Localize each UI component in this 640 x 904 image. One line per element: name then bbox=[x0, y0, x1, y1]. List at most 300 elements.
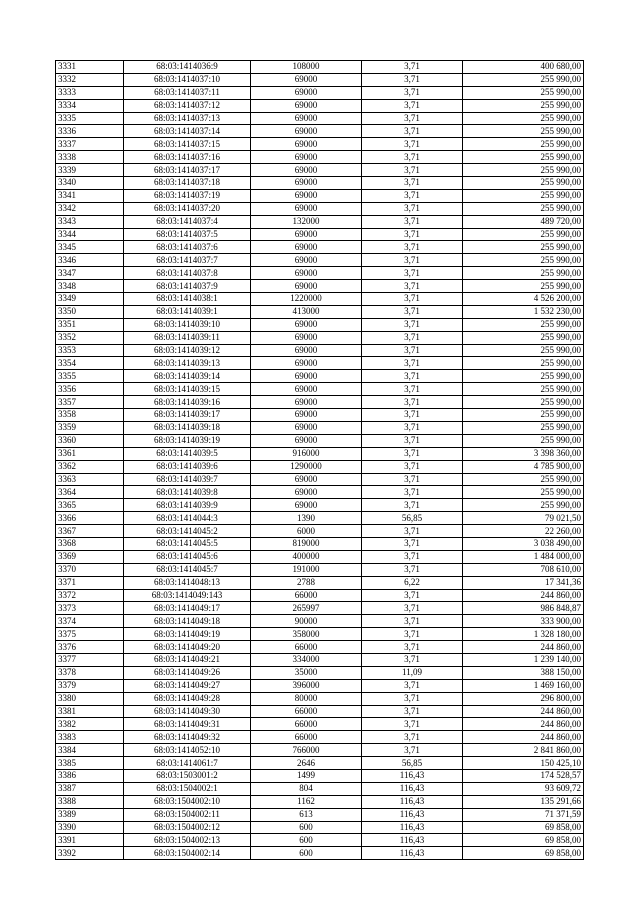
cadastral-number-cell: 68:03:1414037:12 bbox=[124, 99, 251, 112]
rate-cell: 3,71 bbox=[362, 602, 463, 615]
cadastral-number-cell: 68:03:1414038:1 bbox=[124, 293, 251, 306]
row-number-cell: 3390 bbox=[56, 821, 124, 834]
cadastral-number-cell: 68:03:1414045:7 bbox=[124, 563, 251, 576]
table-row bbox=[56, 550, 584, 563]
cadastral-number-cell: 68:03:1414037:4 bbox=[124, 215, 251, 228]
table-row bbox=[56, 164, 584, 177]
amount-cell: 4 526 200,00 bbox=[463, 293, 584, 306]
amount-cell: 3 038 490,00 bbox=[463, 537, 584, 550]
area-cell: 66000 bbox=[251, 718, 362, 731]
row-number-cell: 3354 bbox=[56, 357, 124, 370]
area-cell: 69000 bbox=[251, 434, 362, 447]
rate-cell: 3,71 bbox=[362, 447, 463, 460]
cadastral-number-cell: 68:03:1414039:14 bbox=[124, 370, 251, 383]
table-row bbox=[56, 189, 584, 202]
rate-cell: 3,71 bbox=[362, 421, 463, 434]
table-row bbox=[56, 344, 584, 357]
cadastral-number-cell: 68:03:1414045:6 bbox=[124, 550, 251, 563]
row-number-cell: 3386 bbox=[56, 769, 124, 782]
amount-cell: 708 610,00 bbox=[463, 563, 584, 576]
amount-cell: 244 860,00 bbox=[463, 705, 584, 718]
table-row bbox=[56, 305, 584, 318]
rate-cell: 11,09 bbox=[362, 666, 463, 679]
table-row bbox=[56, 151, 584, 164]
area-cell: 69000 bbox=[251, 280, 362, 293]
row-number-cell: 3361 bbox=[56, 447, 124, 460]
amount-cell: 255 990,00 bbox=[463, 164, 584, 177]
table-row bbox=[56, 679, 584, 692]
area-cell: 66000 bbox=[251, 589, 362, 602]
rate-cell: 3,71 bbox=[362, 125, 463, 138]
amount-cell: 71 371,59 bbox=[463, 808, 584, 821]
cadastral-number-cell: 68:03:1414039:15 bbox=[124, 383, 251, 396]
amount-cell: 255 990,00 bbox=[463, 280, 584, 293]
amount-cell: 388 150,00 bbox=[463, 666, 584, 679]
cadastral-number-cell: 68:03:1414037:18 bbox=[124, 177, 251, 190]
area-cell: 69000 bbox=[251, 151, 362, 164]
cadastral-number-cell: 68:03:1504002:14 bbox=[124, 847, 251, 860]
amount-cell: 244 860,00 bbox=[463, 731, 584, 744]
cadastral-number-cell: 68:03:1414039:9 bbox=[124, 499, 251, 512]
row-number-cell: 3347 bbox=[56, 267, 124, 280]
table-row bbox=[56, 537, 584, 550]
table-row bbox=[56, 834, 584, 847]
area-cell: 69000 bbox=[251, 164, 362, 177]
row-number-cell: 3385 bbox=[56, 757, 124, 770]
row-number-cell: 3387 bbox=[56, 782, 124, 795]
row-number-cell: 3344 bbox=[56, 228, 124, 241]
cadastral-number-cell: 68:03:1414039:5 bbox=[124, 447, 251, 460]
area-cell: 1290000 bbox=[251, 460, 362, 473]
cadastral-number-cell: 68:03:1414049:17 bbox=[124, 602, 251, 615]
amount-cell: 22 260,00 bbox=[463, 525, 584, 538]
table-row bbox=[56, 202, 584, 215]
rate-cell: 3,71 bbox=[362, 525, 463, 538]
rate-cell: 3,71 bbox=[362, 537, 463, 550]
amount-cell: 255 990,00 bbox=[463, 499, 584, 512]
table-row bbox=[56, 357, 584, 370]
cadastral-number-cell: 68:03:1414045:2 bbox=[124, 525, 251, 538]
cadastral-number-cell: 68:03:1414039:16 bbox=[124, 396, 251, 409]
rate-cell: 56,85 bbox=[362, 512, 463, 525]
row-number-cell: 3373 bbox=[56, 602, 124, 615]
amount-cell: 255 990,00 bbox=[463, 267, 584, 280]
rate-cell: 3,71 bbox=[362, 499, 463, 512]
table-row bbox=[56, 653, 584, 666]
rate-cell: 3,71 bbox=[362, 138, 463, 151]
table-row bbox=[56, 73, 584, 86]
table-row bbox=[56, 267, 584, 280]
row-number-cell: 3389 bbox=[56, 808, 124, 821]
amount-cell: 255 990,00 bbox=[463, 177, 584, 190]
area-cell: 80000 bbox=[251, 692, 362, 705]
cadastral-number-cell: 68:03:1414049:32 bbox=[124, 731, 251, 744]
area-cell: 69000 bbox=[251, 357, 362, 370]
cadastral-number-cell: 68:03:1504002:11 bbox=[124, 808, 251, 821]
area-cell: 66000 bbox=[251, 705, 362, 718]
rate-cell: 116,43 bbox=[362, 769, 463, 782]
rate-cell: 3,71 bbox=[362, 460, 463, 473]
table-row bbox=[56, 563, 584, 576]
row-number-cell: 3374 bbox=[56, 615, 124, 628]
amount-cell: 69 858,00 bbox=[463, 834, 584, 847]
data-table bbox=[55, 60, 584, 860]
area-cell: 69000 bbox=[251, 189, 362, 202]
row-number-cell: 3379 bbox=[56, 679, 124, 692]
rate-cell: 3,71 bbox=[362, 653, 463, 666]
row-number-cell: 3342 bbox=[56, 202, 124, 215]
amount-cell: 255 990,00 bbox=[463, 73, 584, 86]
table-row bbox=[56, 447, 584, 460]
rate-cell: 3,71 bbox=[362, 563, 463, 576]
rate-cell: 3,71 bbox=[362, 73, 463, 86]
cadastral-number-cell: 68:03:1414044:3 bbox=[124, 512, 251, 525]
rate-cell: 3,71 bbox=[362, 731, 463, 744]
rate-cell: 6,22 bbox=[362, 576, 463, 589]
row-number-cell: 3350 bbox=[56, 305, 124, 318]
area-cell: 766000 bbox=[251, 744, 362, 757]
area-cell: 69000 bbox=[251, 254, 362, 267]
amount-cell: 255 990,00 bbox=[463, 125, 584, 138]
area-cell: 69000 bbox=[251, 409, 362, 422]
rate-cell: 3,71 bbox=[362, 473, 463, 486]
area-cell: 1390 bbox=[251, 512, 362, 525]
cadastral-number-cell: 68:03:1414039:19 bbox=[124, 434, 251, 447]
area-cell: 600 bbox=[251, 847, 362, 860]
table-row bbox=[56, 409, 584, 422]
area-cell: 69000 bbox=[251, 396, 362, 409]
rate-cell: 3,71 bbox=[362, 164, 463, 177]
rate-cell: 116,43 bbox=[362, 821, 463, 834]
cadastral-number-cell: 68:03:1414037:20 bbox=[124, 202, 251, 215]
row-number-cell: 3358 bbox=[56, 409, 124, 422]
table-row bbox=[56, 241, 584, 254]
area-cell: 69000 bbox=[251, 331, 362, 344]
amount-cell: 255 990,00 bbox=[463, 409, 584, 422]
table-row bbox=[56, 641, 584, 654]
cadastral-number-cell: 68:03:1414037:14 bbox=[124, 125, 251, 138]
table-row bbox=[56, 99, 584, 112]
row-number-cell: 3333 bbox=[56, 86, 124, 99]
table-row bbox=[56, 692, 584, 705]
row-number-cell: 3378 bbox=[56, 666, 124, 679]
area-cell: 6000 bbox=[251, 525, 362, 538]
area-cell: 1220000 bbox=[251, 293, 362, 306]
row-number-cell: 3357 bbox=[56, 396, 124, 409]
amount-cell: 135 291,66 bbox=[463, 795, 584, 808]
rate-cell: 3,71 bbox=[362, 331, 463, 344]
rate-cell: 3,71 bbox=[362, 409, 463, 422]
table-row bbox=[56, 705, 584, 718]
cadastral-number-cell: 68:03:1414049:27 bbox=[124, 679, 251, 692]
row-number-cell: 3337 bbox=[56, 138, 124, 151]
amount-cell: 93 609,72 bbox=[463, 782, 584, 795]
cadastral-number-cell: 68:03:1414039:11 bbox=[124, 331, 251, 344]
area-cell: 69000 bbox=[251, 486, 362, 499]
cadastral-number-cell: 68:03:1414049:31 bbox=[124, 718, 251, 731]
area-cell: 1162 bbox=[251, 795, 362, 808]
row-number-cell: 3363 bbox=[56, 473, 124, 486]
rate-cell: 3,71 bbox=[362, 99, 463, 112]
table-row bbox=[56, 254, 584, 267]
table-row bbox=[56, 718, 584, 731]
cadastral-number-cell: 68:03:1414049:28 bbox=[124, 692, 251, 705]
amount-cell: 255 990,00 bbox=[463, 357, 584, 370]
rate-cell: 3,71 bbox=[362, 744, 463, 757]
row-number-cell: 3380 bbox=[56, 692, 124, 705]
rate-cell: 3,71 bbox=[362, 344, 463, 357]
row-number-cell: 3334 bbox=[56, 99, 124, 112]
row-number-cell: 3388 bbox=[56, 795, 124, 808]
cadastral-number-cell: 68:03:1504002:12 bbox=[124, 821, 251, 834]
area-cell: 400000 bbox=[251, 550, 362, 563]
amount-cell: 174 528,57 bbox=[463, 769, 584, 782]
amount-cell: 255 990,00 bbox=[463, 228, 584, 241]
cadastral-number-cell: 68:03:1414039:1 bbox=[124, 305, 251, 318]
cadastral-number-cell: 68:03:1414037:7 bbox=[124, 254, 251, 267]
area-cell: 358000 bbox=[251, 628, 362, 641]
row-number-cell: 3364 bbox=[56, 486, 124, 499]
amount-cell: 244 860,00 bbox=[463, 641, 584, 654]
rate-cell: 3,71 bbox=[362, 202, 463, 215]
cadastral-number-cell: 68:03:1504002:10 bbox=[124, 795, 251, 808]
area-cell: 35000 bbox=[251, 666, 362, 679]
area-cell: 69000 bbox=[251, 112, 362, 125]
row-number-cell: 3384 bbox=[56, 744, 124, 757]
area-cell: 916000 bbox=[251, 447, 362, 460]
area-cell: 69000 bbox=[251, 99, 362, 112]
table-row bbox=[56, 215, 584, 228]
table-row bbox=[56, 512, 584, 525]
amount-cell: 255 990,00 bbox=[463, 344, 584, 357]
row-number-cell: 3338 bbox=[56, 151, 124, 164]
table-row bbox=[56, 383, 584, 396]
row-number-cell: 3351 bbox=[56, 318, 124, 331]
table-row bbox=[56, 473, 584, 486]
row-number-cell: 3355 bbox=[56, 370, 124, 383]
table-row bbox=[56, 228, 584, 241]
cadastral-number-cell: 68:03:1503001:2 bbox=[124, 769, 251, 782]
area-cell: 66000 bbox=[251, 731, 362, 744]
table-row bbox=[56, 280, 584, 293]
row-number-cell: 3365 bbox=[56, 499, 124, 512]
rate-cell: 3,71 bbox=[362, 718, 463, 731]
table-row bbox=[56, 125, 584, 138]
row-number-cell: 3382 bbox=[56, 718, 124, 731]
area-cell: 191000 bbox=[251, 563, 362, 576]
amount-cell: 69 858,00 bbox=[463, 847, 584, 860]
row-number-cell: 3368 bbox=[56, 537, 124, 550]
amount-cell: 255 990,00 bbox=[463, 254, 584, 267]
amount-cell: 255 990,00 bbox=[463, 383, 584, 396]
table-row bbox=[56, 589, 584, 602]
cadastral-number-cell: 68:03:1414061:7 bbox=[124, 757, 251, 770]
cadastral-number-cell: 68:03:1414037:9 bbox=[124, 280, 251, 293]
table-row bbox=[56, 821, 584, 834]
cadastral-number-cell: 68:03:1414037:5 bbox=[124, 228, 251, 241]
amount-cell: 1 532 230,00 bbox=[463, 305, 584, 318]
table-row bbox=[56, 731, 584, 744]
amount-cell: 17 341,36 bbox=[463, 576, 584, 589]
amount-cell: 255 990,00 bbox=[463, 434, 584, 447]
area-cell: 132000 bbox=[251, 215, 362, 228]
table-row bbox=[56, 460, 584, 473]
area-cell: 69000 bbox=[251, 383, 362, 396]
cadastral-number-cell: 68:03:1414049:26 bbox=[124, 666, 251, 679]
amount-cell: 2 841 860,00 bbox=[463, 744, 584, 757]
table-row bbox=[56, 396, 584, 409]
cadastral-number-cell: 68:03:1504002:13 bbox=[124, 834, 251, 847]
area-cell: 69000 bbox=[251, 86, 362, 99]
cadastral-number-cell: 68:03:1414037:17 bbox=[124, 164, 251, 177]
rate-cell: 3,71 bbox=[362, 383, 463, 396]
amount-cell: 255 990,00 bbox=[463, 396, 584, 409]
area-cell: 69000 bbox=[251, 202, 362, 215]
rate-cell: 3,71 bbox=[362, 177, 463, 190]
amount-cell: 1 239 140,00 bbox=[463, 653, 584, 666]
row-number-cell: 3340 bbox=[56, 177, 124, 190]
amount-cell: 255 990,00 bbox=[463, 331, 584, 344]
amount-cell: 1 328 180,00 bbox=[463, 628, 584, 641]
table-row bbox=[56, 628, 584, 641]
rate-cell: 3,71 bbox=[362, 241, 463, 254]
row-number-cell: 3366 bbox=[56, 512, 124, 525]
row-number-cell: 3352 bbox=[56, 331, 124, 344]
area-cell: 69000 bbox=[251, 344, 362, 357]
table-row bbox=[56, 576, 584, 589]
amount-cell: 1 469 160,00 bbox=[463, 679, 584, 692]
area-cell: 69000 bbox=[251, 73, 362, 86]
amount-cell: 400 680,00 bbox=[463, 61, 584, 74]
row-number-cell: 3375 bbox=[56, 628, 124, 641]
row-number-cell: 3362 bbox=[56, 460, 124, 473]
amount-cell: 3 398 360,00 bbox=[463, 447, 584, 460]
cadastral-number-cell: 68:03:1504002:1 bbox=[124, 782, 251, 795]
cadastral-number-cell: 68:03:1414049:21 bbox=[124, 653, 251, 666]
rate-cell: 116,43 bbox=[362, 834, 463, 847]
amount-cell: 255 990,00 bbox=[463, 202, 584, 215]
area-cell: 600 bbox=[251, 821, 362, 834]
row-number-cell: 3343 bbox=[56, 215, 124, 228]
rate-cell: 3,71 bbox=[362, 692, 463, 705]
row-number-cell: 3331 bbox=[56, 61, 124, 74]
row-number-cell: 3348 bbox=[56, 280, 124, 293]
table-row bbox=[56, 486, 584, 499]
area-cell: 69000 bbox=[251, 138, 362, 151]
table-row bbox=[56, 847, 584, 860]
table-row bbox=[56, 112, 584, 125]
area-cell: 1499 bbox=[251, 769, 362, 782]
amount-cell: 255 990,00 bbox=[463, 86, 584, 99]
table-row bbox=[56, 499, 584, 512]
cadastral-number-cell: 68:03:1414036:9 bbox=[124, 61, 251, 74]
area-cell: 66000 bbox=[251, 641, 362, 654]
area-cell: 69000 bbox=[251, 370, 362, 383]
cadastral-number-cell: 68:03:1414049:18 bbox=[124, 615, 251, 628]
table-body bbox=[56, 61, 584, 860]
row-number-cell: 3356 bbox=[56, 383, 124, 396]
cadastral-number-cell: 68:03:1414049:20 bbox=[124, 641, 251, 654]
area-cell: 69000 bbox=[251, 125, 362, 138]
table-row bbox=[56, 293, 584, 306]
rate-cell: 3,71 bbox=[362, 357, 463, 370]
row-number-cell: 3370 bbox=[56, 563, 124, 576]
row-number-cell: 3372 bbox=[56, 589, 124, 602]
rate-cell: 3,71 bbox=[362, 589, 463, 602]
area-cell: 613 bbox=[251, 808, 362, 821]
cadastral-number-cell: 68:03:1414039:10 bbox=[124, 318, 251, 331]
rate-cell: 3,71 bbox=[362, 267, 463, 280]
rate-cell: 3,71 bbox=[362, 615, 463, 628]
row-number-cell: 3335 bbox=[56, 112, 124, 125]
cadastral-number-cell: 68:03:1414037:8 bbox=[124, 267, 251, 280]
rate-cell: 3,71 bbox=[362, 86, 463, 99]
rate-cell: 3,71 bbox=[362, 318, 463, 331]
table-row bbox=[56, 525, 584, 538]
area-cell: 69000 bbox=[251, 421, 362, 434]
area-cell: 69000 bbox=[251, 499, 362, 512]
cadastral-number-cell: 68:03:1414049:30 bbox=[124, 705, 251, 718]
amount-cell: 150 425,10 bbox=[463, 757, 584, 770]
table-row bbox=[56, 421, 584, 434]
rate-cell: 3,71 bbox=[362, 641, 463, 654]
cadastral-number-cell: 68:03:1414037:10 bbox=[124, 73, 251, 86]
row-number-cell: 3332 bbox=[56, 73, 124, 86]
rate-cell: 3,71 bbox=[362, 228, 463, 241]
rate-cell: 116,43 bbox=[362, 847, 463, 860]
rate-cell: 3,71 bbox=[362, 61, 463, 74]
row-number-cell: 3383 bbox=[56, 731, 124, 744]
row-number-cell: 3336 bbox=[56, 125, 124, 138]
row-number-cell: 3346 bbox=[56, 254, 124, 267]
rate-cell: 3,71 bbox=[362, 151, 463, 164]
table-row bbox=[56, 61, 584, 74]
rate-cell: 56,85 bbox=[362, 757, 463, 770]
amount-cell: 4 785 900,00 bbox=[463, 460, 584, 473]
area-cell: 90000 bbox=[251, 615, 362, 628]
area-cell: 108000 bbox=[251, 61, 362, 74]
area-cell: 69000 bbox=[251, 318, 362, 331]
table-row bbox=[56, 86, 584, 99]
table-row bbox=[56, 769, 584, 782]
cadastral-number-cell: 68:03:1414045:5 bbox=[124, 537, 251, 550]
cadastral-number-cell: 68:03:1414039:17 bbox=[124, 409, 251, 422]
cadastral-number-cell: 68:03:1414037:13 bbox=[124, 112, 251, 125]
cadastral-number-cell: 68:03:1414049:143 bbox=[124, 589, 251, 602]
cadastral-number-cell: 68:03:1414048:13 bbox=[124, 576, 251, 589]
table-row bbox=[56, 434, 584, 447]
table-row bbox=[56, 615, 584, 628]
area-cell: 2788 bbox=[251, 576, 362, 589]
area-cell: 69000 bbox=[251, 473, 362, 486]
rate-cell: 3,71 bbox=[362, 215, 463, 228]
table-row bbox=[56, 138, 584, 151]
cadastral-number-cell: 68:03:1414039:12 bbox=[124, 344, 251, 357]
row-number-cell: 3359 bbox=[56, 421, 124, 434]
row-number-cell: 3367 bbox=[56, 525, 124, 538]
amount-cell: 255 990,00 bbox=[463, 138, 584, 151]
cadastral-number-cell: 68:03:1414037:19 bbox=[124, 189, 251, 202]
table-row bbox=[56, 318, 584, 331]
cadastral-number-cell: 68:03:1414039:13 bbox=[124, 357, 251, 370]
cadastral-number-cell: 68:03:1414037:11 bbox=[124, 86, 251, 99]
cadastral-number-cell: 68:03:1414037:6 bbox=[124, 241, 251, 254]
amount-cell: 244 860,00 bbox=[463, 589, 584, 602]
table-row bbox=[56, 808, 584, 821]
rate-cell: 3,71 bbox=[362, 254, 463, 267]
table-row bbox=[56, 744, 584, 757]
row-number-cell: 3377 bbox=[56, 653, 124, 666]
